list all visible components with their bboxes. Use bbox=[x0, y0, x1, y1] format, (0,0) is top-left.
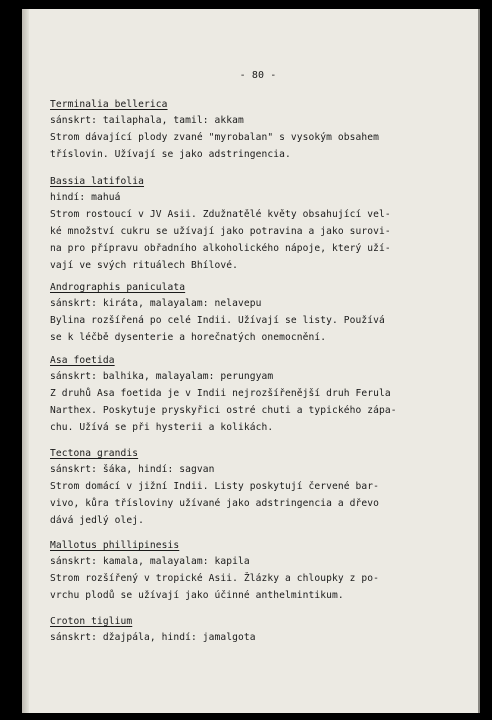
plant-entry bbox=[50, 97, 420, 163]
entry-text-line: Strom dávající plody zvané "myrobalan" s vysokým obsahem bbox=[50, 132, 380, 143]
entry-title: Andrographis paniculata bbox=[50, 282, 186, 293]
entry-names: sánskrt: šáka, hindí: sagvan bbox=[50, 464, 215, 475]
entry-text-line: na pro přípravu obřadního alkoholického nápoje, který uží- bbox=[50, 243, 391, 254]
entry-text-line: se k léčbě dysenterie a horečnatých onemocnění. bbox=[50, 332, 327, 343]
plant-entry bbox=[50, 614, 420, 646]
entry-names: sánskrt: kiráta, malayalam: nelavepu bbox=[50, 298, 262, 309]
entry-title: Bassia latifolia bbox=[50, 176, 145, 187]
entry-text-line: Strom domácí v jižní Indii. Listy poskytují červené bar- bbox=[50, 481, 380, 492]
plant-entry bbox=[50, 280, 420, 346]
plant-entry bbox=[50, 174, 420, 274]
plant-entry bbox=[50, 353, 420, 436]
plant-entry bbox=[50, 538, 420, 604]
entry-names: sánskrt: tailaphala, tamil: akkam bbox=[50, 115, 244, 126]
entry-text-line: Narthex. Poskytuje pryskyřici ostré chuti a typického zápa- bbox=[50, 405, 397, 416]
entry-names: sánskrt: kamala, malayalam: kapila bbox=[50, 556, 250, 567]
entry-title: Tectona grandis bbox=[50, 448, 139, 459]
page-number: - 80 - bbox=[239, 70, 277, 81]
entry-text-line: tříslovin. Užívají se jako adstringencia. bbox=[50, 149, 291, 160]
entry-names: hindí: mahuá bbox=[50, 192, 121, 203]
entry-title: Terminalia bellerica bbox=[50, 99, 168, 110]
entry-text-line: Z druhů Asa foetida je v Indii nejrozšířenější druh Ferula bbox=[50, 388, 391, 399]
entry-text-line: vrchu plodů se užívají jako účinné anthelmintikum. bbox=[50, 590, 344, 601]
entry-text-line: Bylina rozšířená po celé Indii. Užívají se listy. Používá bbox=[50, 315, 385, 326]
entry-names: sánskrt: džajpála, hindí: jamalgota bbox=[50, 632, 256, 643]
entry-text-line: Strom rostoucí v JV Asii. Zdužnatělé květy obsahující vel- bbox=[50, 209, 391, 220]
entry-title: Mallotus phillipinesis bbox=[50, 540, 180, 551]
entry-text-line: chu. Užívá se při hysterii a kolikách. bbox=[50, 422, 274, 433]
entry-text-line: dává jedlý olej. bbox=[50, 515, 145, 526]
entry-names: sánskrt: balhika, malayalam: perungyam bbox=[50, 371, 274, 382]
entry-text-line: Strom rozšířený v tropické Asii. Žlázky a chloupky z po- bbox=[50, 573, 380, 584]
entry-text-line: vivo, kůra třísloviny užívané jako adstringencia a dřevo bbox=[50, 498, 380, 509]
entry-text-line: vají ve svých rituálech Bhílové. bbox=[50, 260, 239, 271]
entry-title: Croton tiglium bbox=[50, 616, 133, 627]
entry-text-line: ké množství cukru se užívají jako potravina a jako surovi- bbox=[50, 226, 391, 237]
entry-title: Asa foetida bbox=[50, 355, 115, 366]
plant-entry bbox=[50, 446, 420, 529]
